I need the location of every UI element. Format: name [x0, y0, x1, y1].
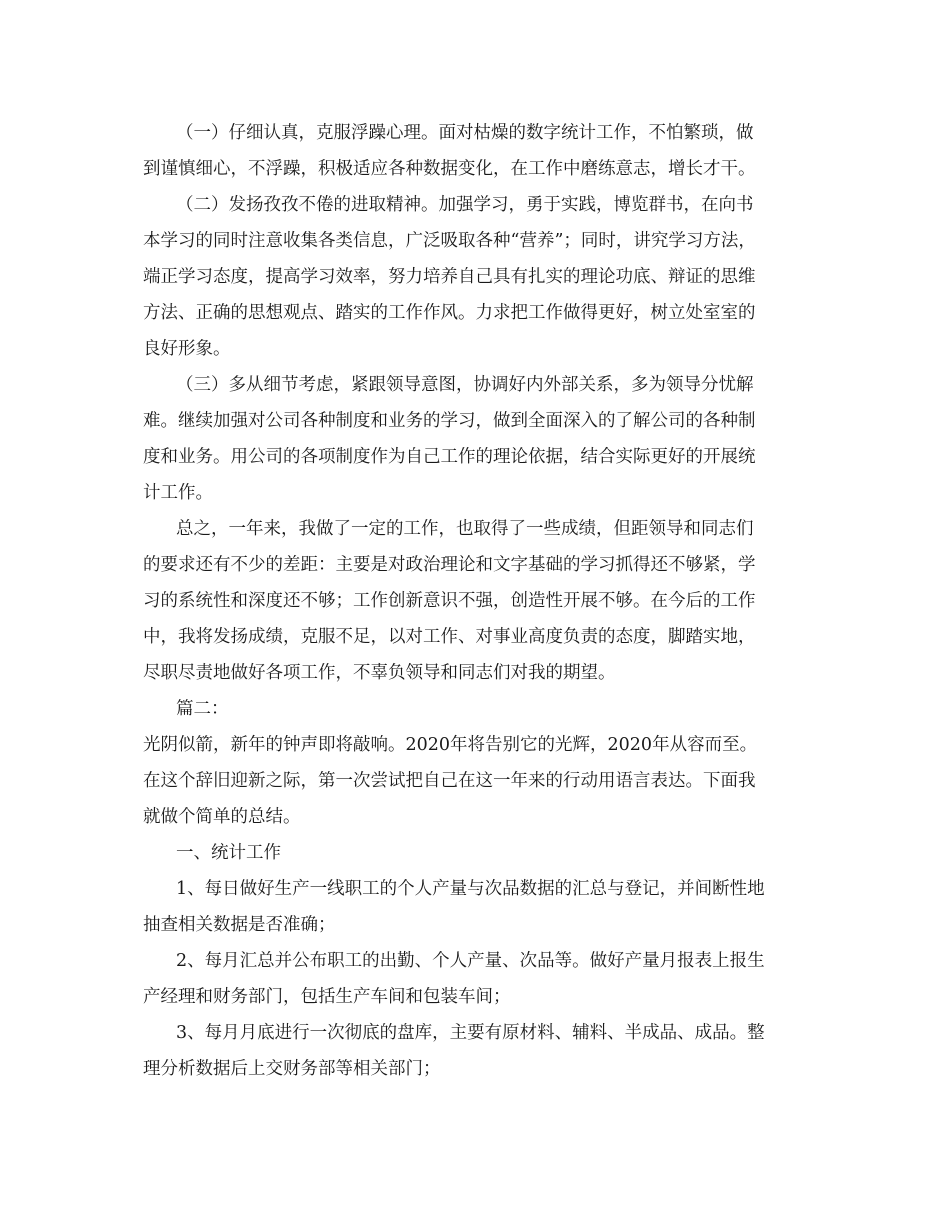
paragraph-line: 在这个辞旧迎新之际，第一次尝试把自己在这一年来的行动用语言表达。下面我	[143, 771, 756, 791]
paragraph-line: 篇二：	[176, 699, 229, 719]
paragraph-line: 光阴似箭，新年的钟声即将敲响。2020年将告别它的光辉，2020年从容而至。	[143, 735, 758, 755]
paragraph-line: 总之，一年来，我做了一定的工作，也取得了一些成绩，但距领导和同志们	[176, 519, 754, 539]
paragraph-line: 难。继续加强对公司各种制度和业务的学习，做到全面深入的了解公司的各种制	[143, 411, 756, 431]
paragraph-line: 理分析数据后上交财务部等相关部门；	[143, 1059, 441, 1079]
paragraph-line: 良好形象。	[143, 339, 231, 359]
paragraph-line: 就做个简单的总结。	[143, 807, 301, 827]
paragraph-line: 到谨慎细心，不浮躁，积极适应各种数据变化，在工作中磨练意志，增长才干。	[143, 159, 756, 179]
paragraph-line: （一）仔细认真，克服浮躁心理。面对枯燥的数字统计工作，不怕繁琐，做	[176, 123, 754, 143]
paragraph-3	[143, 367, 823, 511]
list-item-1	[143, 871, 823, 943]
paragraph-1	[143, 115, 823, 187]
section-heading-part-two	[143, 691, 823, 727]
paragraph-line: 产经理和财务部门，包括生产车间和包装车间；	[143, 987, 511, 1007]
paragraph-line: （三）多从细节考虑，紧跟领导意图，协调好内外部关系，多为领导分忧解	[176, 375, 754, 395]
paragraph-line: 2、每月汇总并公布职工的出勤、个人产量、次品等。做好产量月报表上报生	[176, 951, 765, 971]
paragraph-line: 尽职尽责地做好各项工作，不辜负领导和同志们对我的期望。	[143, 663, 616, 683]
document-body	[143, 115, 823, 1087]
paragraph-line: 中，我将发扬成绩，克服不足，以对工作、对事业高度负责的态度，脚踏实地，	[143, 627, 756, 647]
section-heading-statistics	[143, 835, 823, 871]
paragraph-line: 一、统计工作	[176, 843, 281, 863]
paragraph-line: 3、每月月底进行一次彻底的盘库，主要有原材料、辅料、半成品、成品。整	[176, 1023, 765, 1043]
paragraph-line: 的要求还有不少的差距：主要是对政治理论和文字基础的学习抓得还不够紧，学	[143, 555, 756, 575]
paragraph-line: 抽查相关数据是否准确；	[143, 915, 336, 935]
paragraph-line: 方法、正确的思想观点、踏实的工作作风。力求把工作做得更好，树立处室室的	[143, 303, 756, 323]
paragraph-2	[143, 187, 823, 367]
list-item-2	[143, 943, 823, 1015]
paragraph-line: 度和业务。用公司的各项制度作为自己工作的理论依据，结合实际更好的开展统	[143, 447, 756, 467]
paragraph-line: 本学习的同时注意收集各类信息，广泛吸取各种“营养”；同时，讲究学习方法，	[143, 231, 756, 251]
paragraph-line: 1、每日做好生产一线职工的个人产量与次品数据的汇总与登记，并间断性地	[176, 879, 765, 899]
paragraph-4	[143, 511, 823, 691]
list-item-3	[143, 1015, 823, 1087]
paragraph-line: （二）发扬孜孜不倦的进取精神。加强学习，勇于实践，博览群书，在向书	[176, 195, 754, 215]
paragraph-line: 端正学习态度，提高学习效率，努力培养自己具有扎实的理论功底、辩证的思维	[143, 267, 756, 287]
paragraph-line: 计工作。	[143, 483, 213, 503]
paragraph-5	[143, 727, 823, 835]
paragraph-line: 习的系统性和深度还不够；工作创新意识不强，创造性开展不够。在今后的工作	[143, 591, 756, 611]
